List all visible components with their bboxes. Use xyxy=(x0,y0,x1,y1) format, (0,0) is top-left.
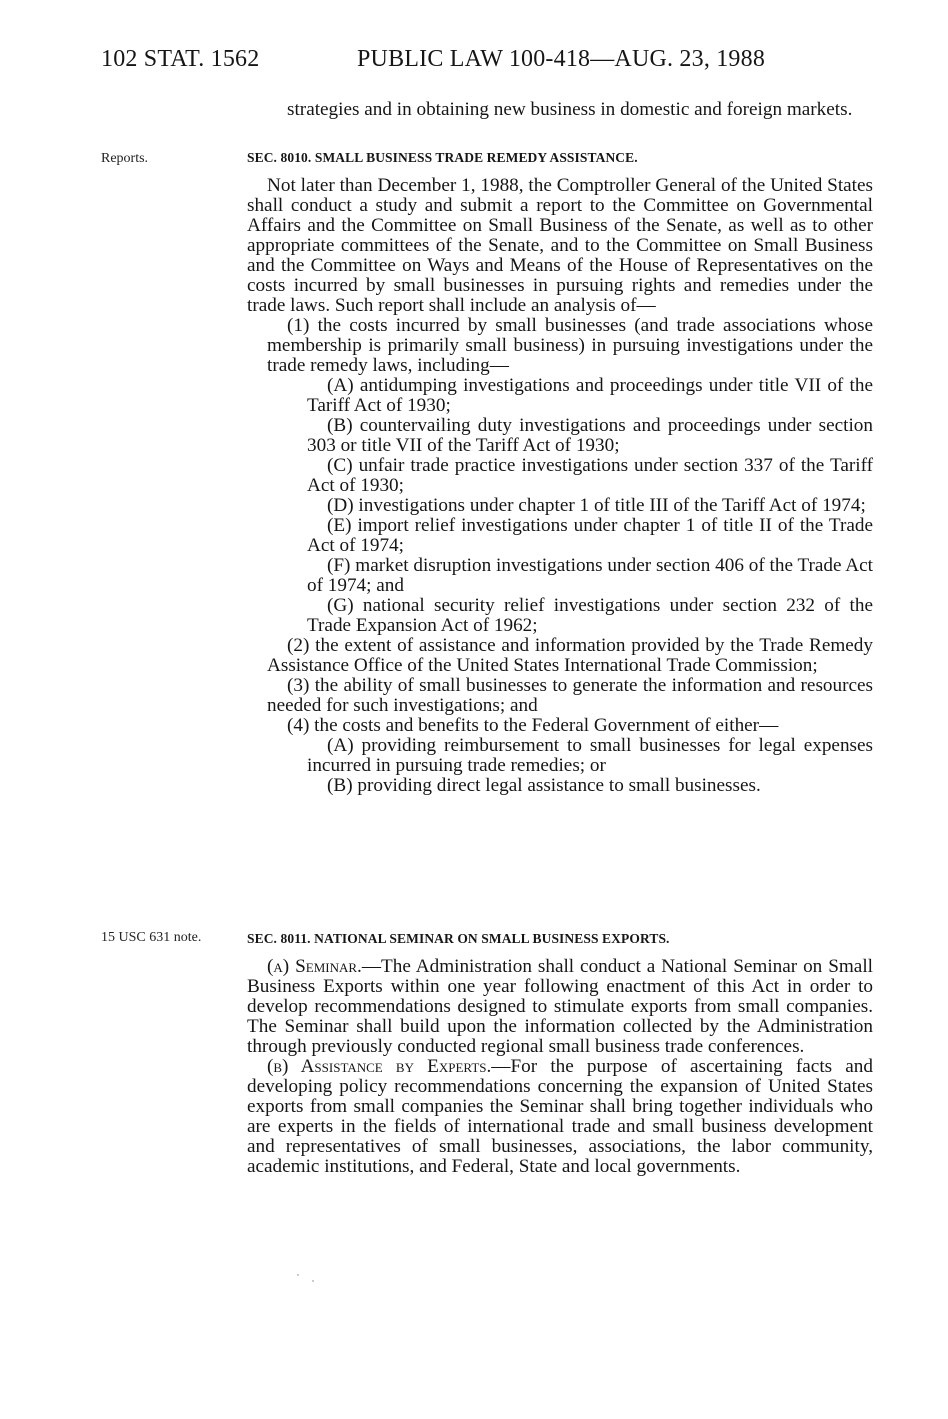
section-8010 xyxy=(247,148,873,796)
margin-note-reports: Reports. xyxy=(101,151,149,166)
item-1-e: (E) import relief investigations under chapter 1 of title II of the Trade Act of 1974; xyxy=(307,515,873,556)
item-1-c: (C) unfair trade practice investigations under section 337 of the Tariff Act of 1930; xyxy=(307,455,873,496)
item-1-a: (A) antidumping investigations and proceedings under title VII of the Tariff Act of 1930; xyxy=(307,375,873,416)
section-8011 xyxy=(247,929,873,1177)
item-2: (2) the extent of assistance and information provided by the Trade Remedy Assistance Office of the United States International Trade Commission; xyxy=(267,635,873,676)
item-4: (4) the costs and benefits to the Federal Government of either— xyxy=(287,715,779,736)
margin-note-usc: 15 USC 631 note. xyxy=(101,930,202,945)
subsection-a xyxy=(247,957,873,1057)
subsection-a-label: (a) Seminar. xyxy=(267,956,362,977)
subsection-a-text: —The Administration shall conduct a National Seminar on Small Business Exports within one year following enactment of this Act in order to develop recommendations designed to stimulate exports from small companies. The Seminar shall build upon the information collected by the Administration through previously conducted regional small business trade conferences. xyxy=(247,956,873,1057)
item-1 xyxy=(227,316,873,376)
statute-citation: 102 STAT. 1562 xyxy=(101,46,260,72)
item-1-text: (1) the costs incurred by small businesses (and trade associations whose membership is primarily small business) in pursuing investigations under the trade remedy laws, including— xyxy=(267,315,873,376)
continuation-paragraph xyxy=(287,100,873,120)
item-1-b: (B) countervailing duty investigations and proceedings under section 303 or title VII of the Tariff Act of 1930; xyxy=(307,415,873,456)
scan-speck xyxy=(297,1274,299,1276)
item-4-a: (A) providing reimbursement to small businesses for legal expenses incurred in pursuing trade remedies; or xyxy=(307,735,873,776)
continuation-text: strategies and in obtaining new business in domestic and foreign markets. xyxy=(287,99,853,120)
item-3: (3) the ability of small businesses to generate the information and resources needed for such investigations; and xyxy=(267,675,873,716)
public-law-title: PUBLIC LAW 100-418—AUG. 23, 1988 xyxy=(357,46,766,72)
page-header xyxy=(101,46,881,86)
item-4-b: (B) providing direct legal assistance to small businesses. xyxy=(327,775,761,796)
subsection-b xyxy=(247,1057,873,1177)
section-8011-heading: SEC. 8011. NATIONAL SEMINAR ON SMALL BUSINESS EXPORTS. xyxy=(247,931,670,946)
section-8010-intro: Not later than December 1, 1988, the Comptroller General of the United States shall conduct a study and submit a report to the Committee on Governmental Affairs and the Committee on Small Business of the Senate, as well as to other appropriate committees of the Senate, and to the Committee on Small Business and the Committee on Ways and Means of the House of Representatives on the costs incurred by small businesses in pursuing rights and remedies under the trade laws. Such report shall include an analysis of— xyxy=(247,175,873,316)
scan-speck xyxy=(312,1280,314,1282)
section-8010-heading: SEC. 8010. SMALL BUSINESS TRADE REMEDY ASSISTANCE. xyxy=(247,150,638,165)
item-1-f: (F) market disruption investigations under section 406 of the Trade Act of 1974; and xyxy=(307,555,873,596)
item-1-d: (D) investigations under chapter 1 of title III of the Tariff Act of 1974; xyxy=(327,495,866,516)
subsection-b-text: —For the purpose of ascertaining facts and developing policy recommendations concerning the expansion of United States exports from small companies the Seminar shall bring together individuals who are experts in the fields of international trade and small business development and representatives of small businesses, associations, the labor community, academic institutions, and Federal, State and local governments. xyxy=(247,1056,873,1177)
item-1-g: (G) national security relief investigations under section 232 of the Trade Expansion Act of 1962; xyxy=(307,595,873,636)
subsection-b-label: (b) Assistance by Experts. xyxy=(267,1056,492,1077)
